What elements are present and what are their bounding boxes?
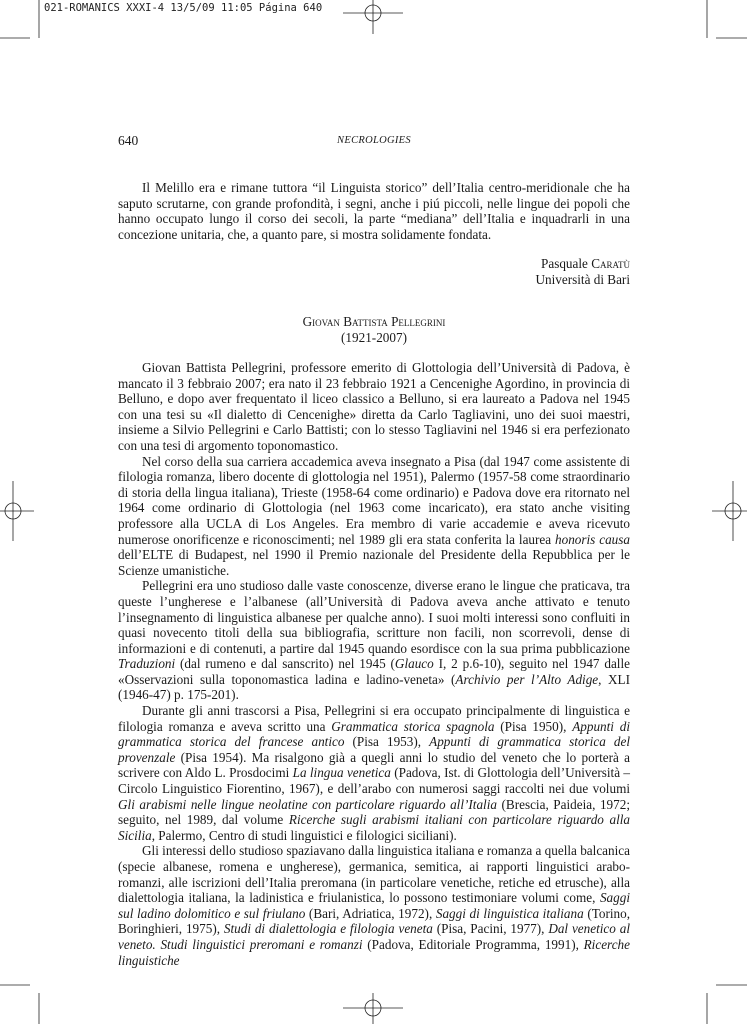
italic-title: Traduzioni <box>118 656 176 672</box>
registration-mark-top <box>343 0 403 34</box>
obituary-dates: (1921-2007) <box>341 329 407 345</box>
page-number: 640 <box>118 133 139 148</box>
paragraph: Durante gli anni trascorsi a Pisa, Pellegrini si era occupato principalmente di linguistica e filologia romanza e aveva scritto una Grammatica storica spagnola (Pisa 1950), Appunti di grammatica storica del francese antico (Pisa 1953), Appunti di grammatica storica del provenzale (Pisa 1954). Ma risalgono già a quegli anni lo studio del veneto che lo porterà a scrivere con Aldo L. Prosdocimi La lingua venetica (Padova, Ist. di Glottologia dell’Università – Circolo Linguistico Fiorentino, 1967), e dell’arabo con numerosi saggi raccolti nei due volumi Gli arabismi nelle lingue neolatine con particolare riguardo all’Italia (Brescia, Paideia, 1972; seguito, nel 1989, dal volume Ricerche sugli arabismi italiani con particolare riguardo alla Sicilia, Palermo, Centro di studi linguistici e filologici siciliani). <box>118 703 631 843</box>
italic-title: Appunti di grammatica storica del francese antico <box>118 718 630 750</box>
italic-title: Ricerche sugli arabismi italiani con particolare riguardo alla Sicilia <box>118 812 631 843</box>
previous-obituary-ending <box>118 180 630 242</box>
author-surname: Caratù <box>591 256 630 271</box>
paragraph: Giovan Battista Pellegrini, professore emerito di Glottologia dell’Università di Padova, è mancato il 3 febbraio 2007; era nato il 23 febbraio 1921 a Cencenighe Agordino, in provincia di Belluno, e dopo aver frequentato il liceo classico a Belluno, si era laureato a Padova nel 1945 con una tesi su «Il dialetto di Cencenighe» diretta da Carlo Tagliavini, uno dei suoi maestri, insieme a Silvio Pellegrini e Carlo Battisti; con lo stesso Tagliavini nel 1946 si era perfezionato con una tesi di argomento toponomastico. <box>118 360 630 453</box>
running-title: NECROLOGIES <box>337 135 411 146</box>
obituary-name: Giovan Battista Pellegrini <box>302 314 446 329</box>
italic-title: Glauco <box>394 656 434 672</box>
obituary-body <box>118 360 630 968</box>
italic-title: honoris causa <box>555 531 630 547</box>
paragraph: Gli interessi dello studioso spaziavano dalla linguistica italiana e romanza a quella balcanica (specie albanese, romena e ungherese), germanica, semitica, ai rapporti linguistici arabo-romanzi, alle iscrizioni dell’Italia preromana (in particolare venetiche, retiche ed etrusche), alla dialettologia italiana, la ladinistica e friulanistica, lo possono testimoniare volumi come, Saggi sul ladino dolomitico e sul friulano (Bari, Adriatica, 1972), Saggi di linguistica italiana (Torino, Boringhieri, 1975), Studi di dialettologia e filologia veneta (Pisa, Pacini, 1977), Dal venetico al veneto. Studi linguistici preromani e romanzi (Padova, Editoriale Programma, 1991), Ricerche linguistiche <box>118 843 630 968</box>
italic-title: Appunti di grammatica storica del provenzale <box>118 734 630 765</box>
paragraph: Nel corso della sua carriera accademica aveva insegnato a Pisa (dal 1947 come assistente di filologia romanza, libero docente di glottologia nel 1951), Palermo (1957-58 come straordinario di storia della lingua italiana), Trieste (1958-64 come ordinario) e Padova dove era ritornato nel 1964 come ordinario di Glottologia (nel 1963 come incaricato), era stato anche visiting professore alla UCLA di Los Angeles. Era membro di varie accademie e aveva ricevuto numerose onorificenze e riconoscimenti; nel 1989 gli era stata conferita la laurea honoris causa dell’ELTE di Budapest, nel 1990 il Premio nazionale del Presidente della Repubblica per le Scienze umanistiche. <box>118 453 630 578</box>
italic-title: Saggi di linguistica italiana <box>435 905 584 921</box>
registration-mark-bottom <box>343 993 403 1024</box>
author-name <box>118 256 630 272</box>
italic-title: Studi di dialettologia e filologia veneta <box>223 921 433 937</box>
italic-title: Ricerche linguistiche <box>118 936 630 968</box>
italic-title: Gli arabismi nelle lingue neolatine con particolare riguardo all’Italia <box>118 796 497 812</box>
registration-mark-right <box>712 481 747 541</box>
obituary-heading <box>118 314 630 345</box>
running-header <box>118 133 630 151</box>
italic-title: Saggi sul ladino dolomitico e sul friulano <box>118 890 630 921</box>
paragraph: Pellegrini era uno studioso dalle vaste conoscenze, diverse erano le lingue che praticava, tra queste l’ungherese e l’albanese (all’Università di Padova aveva anche attivato e tenuto l’insegnamento di linguistica albanese per qualche anno). I suoi molti interessi sono confluiti in quasi novecento titoli della sua bibliografia, scritture non facili, non scorrevoli, dense di informazioni e di contenuti, a partire dal 1945 quando esordisce con la sua prima pubblicazione Traduzioni (dal rumeno e dal sanscrito) nel 1945 (Glauco I, 2 p.6-10), seguito nel 1947 dalle «Osservazioni sulla toponomastica ladina e ladino-veneta» (Archivio per l’Alto Adige, XLI (1946-47) p. 175-201). <box>118 578 630 703</box>
printer-slug: 021-ROMANICS XXXI-4 13/5/09 11:05 Página 640 <box>44 2 323 14</box>
paragraph: Il Melillo era e rimane tuttora “il Linguista storico” dell’Italia centro-meridionale che ha saputo scrutarne, con grande profondità, i segni, anche i piú piccoli, nelle lingue dei popoli che hanno occupato lungo il corso dei secoli, la parte “mediana” dell’Italia e inquadrarli in una concezione unitaria, che, a quanto pare, si mostra solidamente fondata. <box>118 180 630 242</box>
italic-title: Dal venetico al veneto. Studi linguistici preromani e romanzi <box>118 921 630 952</box>
italic-title: Grammatica storica spagnola <box>331 718 495 734</box>
author-affiliation: Università di Bari <box>535 271 630 287</box>
signature-block <box>118 256 630 287</box>
italic-title: Archivio per l’Alto Adige <box>455 671 599 687</box>
author-first-name: Pasquale <box>541 256 588 271</box>
italic-title: La lingua venetica <box>292 765 391 781</box>
registration-mark-left <box>0 481 34 541</box>
